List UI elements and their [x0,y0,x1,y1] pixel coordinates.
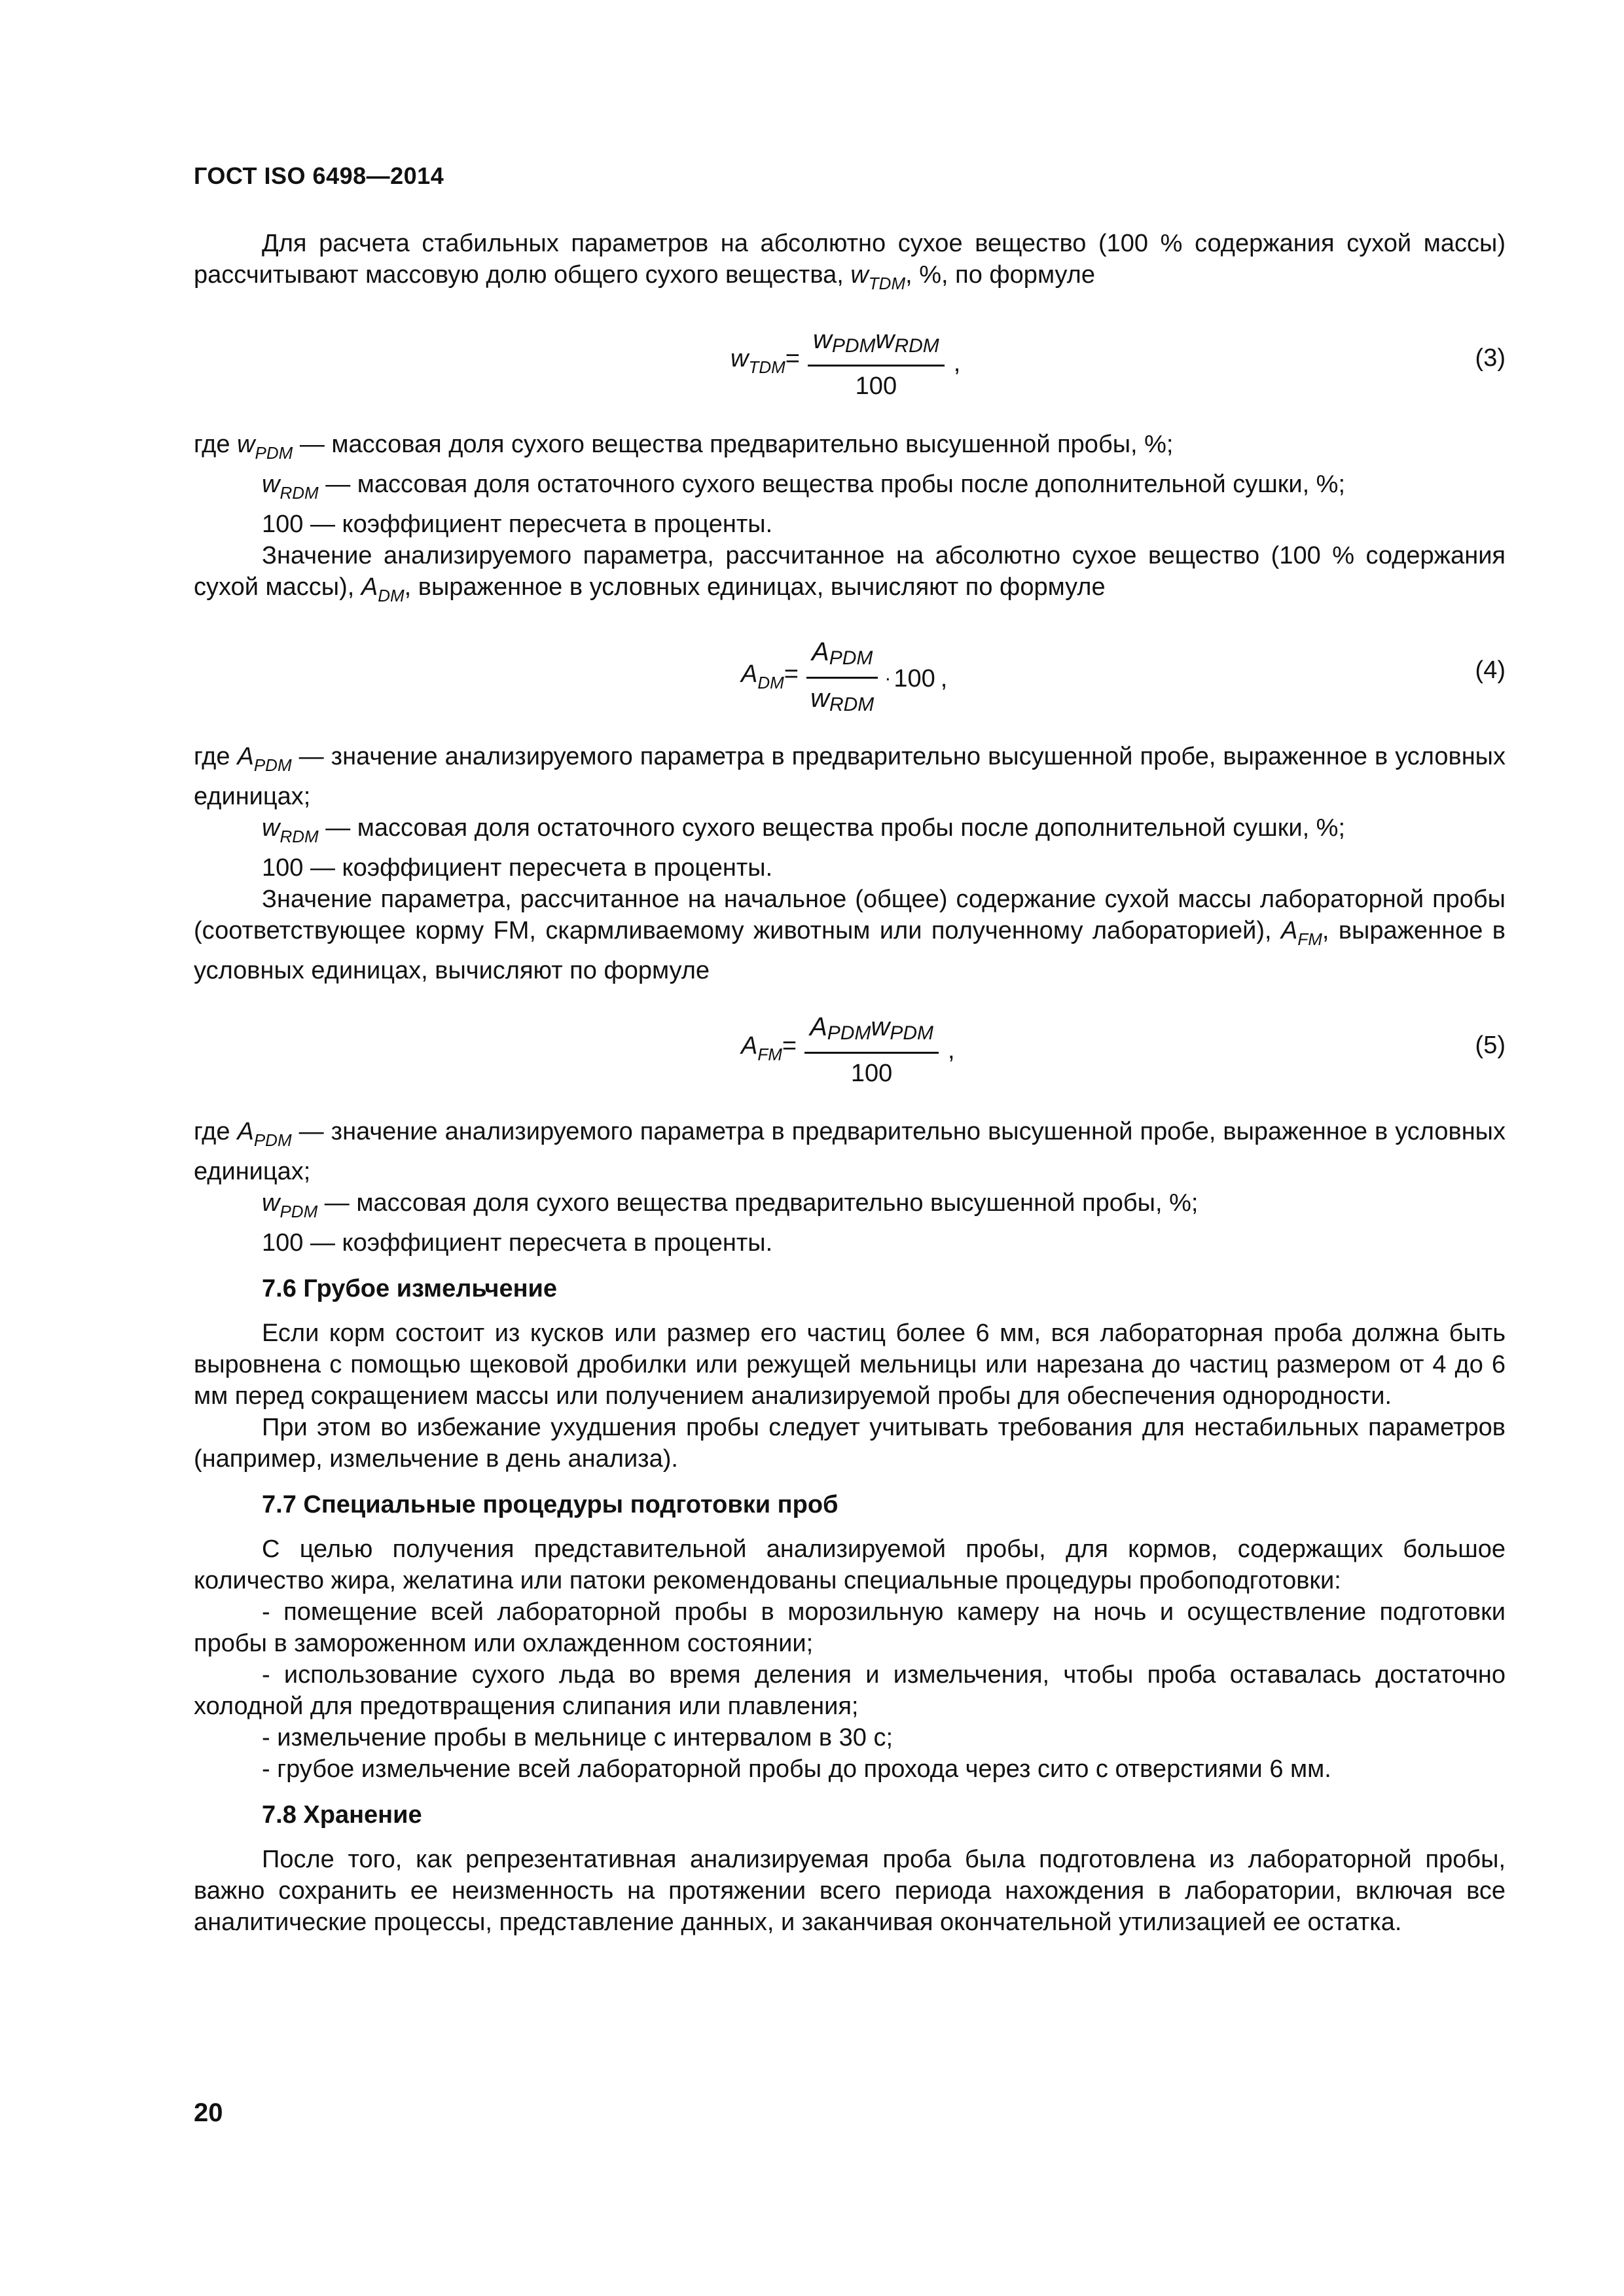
formula-4 [194,630,1506,728]
where-line [262,1187,1506,1227]
formula-5-expression [741,1011,955,1089]
var-symbol: w [262,814,280,842]
fraction-numerator [804,1011,939,1052]
paragraph-tail: , выраженное в условных единицах, вычисляют по формуле [194,917,1506,984]
formula-4-lhs: $A_{DM}=$ [741,660,799,692]
where-text: — значение анализируемого параметра в предварительно высушенной пробе, выраженное в условных единицах; [194,1118,1506,1185]
where-text: 100 — коэффициент пересчета в проценты. [262,1229,773,1257]
where-block-4 [194,741,1506,884]
var-subscript: RDM [829,694,875,715]
var-subscript: DM [378,586,405,605]
fraction-numerator [806,636,878,677]
where-line [262,509,1506,540]
paragraph-text: Значение параметра, рассчитанное на начальное (общее) содержание сухой массы лабораторной пробы (соответствующее корму FM, скармливаемому животным или полученному лабораторией), [194,886,1506,944]
paragraph-text: Для расчета стабильных параметров на абсолютно сухое вещество (100 % содержания сухой массы) рассчитывают массовую долю общего сухого вещества, [194,230,1506,289]
where-block-3 [194,429,1506,540]
list-item: - помещение всей лабораторной пробы в морозильную камеру на ночь и осуществление подготовки пробы в замороженном или охлажденном состоянии; [194,1598,1506,1657]
section-heading-7-7: 7.7 Специальные процедуры подготовки проб [262,1491,839,1518]
where-prefix: где [194,1118,238,1145]
var-subscript: PDM [280,1202,318,1221]
where-text: — значение анализируемого параметра в предварительно высушенной пробе, выраженное в условных единицах; [194,743,1506,810]
var-symbol: A [361,573,378,601]
where-text: — массовая доля остаточного сухого вещества пробы после дополнительной сушки, %; [318,814,1346,842]
paragraph-dm [194,540,1506,611]
list-item: - измельчение пробы в мельнице с интервалом в 30 с; [262,1724,893,1751]
formula-5-number: (5) [1475,1031,1506,1059]
fraction-denominator: 100 [850,1060,893,1087]
var-subscript: RDM [280,827,319,846]
var-subscript: PDM [253,1130,292,1150]
fraction-numerator [808,324,945,365]
where-line [194,741,1506,812]
formula-3-lhs: $w_{TDM}=$ [731,345,800,377]
formula-5-lhs: $A_{FM}=$ [741,1032,797,1064]
formula-tail: , [948,1036,955,1064]
paragraph-text: Значение анализируемого параметра, рассчитанное на абсолютно сухое вещество (100 % содержания сухой массы), [194,542,1506,601]
section-heading-7-8: 7.8 Хранение [262,1801,422,1829]
where-line [262,812,1506,852]
var-subscript: PDM [253,755,292,775]
var-subscript: PDM [255,443,293,463]
where-text: — массовая доля остаточного сухого вещества пробы после дополнительной сушки, %; [318,471,1346,498]
var-subscript: RDM [894,335,939,357]
list-item: - грубое измельчение всей лабораторной пробы до прохода через сито с отверстиями 6 мм. [262,1755,1331,1783]
formula-factor: 100 [893,664,935,692]
formula-tail: , [953,349,961,377]
paragraph-tail: , выраженное в условных единицах, вычисляют по формуле [404,573,1106,601]
section-7-7-intro: С целью получения представительной анализируемой пробы, для кормов, содержащих большое количество жира, желатина или патоки рекомендованы специальные процедуры пробоподготовки: [194,1535,1506,1594]
var-symbol: w [850,261,869,289]
var-subscript: FM [1297,929,1322,949]
formula-4-expression [741,636,947,721]
section-7-8-paragraph: После того, как репрезентативная анализируемая проба была подготовлена из лабораторной пробы, важно сохранить ее неизменность на протяжении всего периода нахождения в лаборатории, включая все аналитические процессы, представление данных, и заканчивая окончательной утилизацией ее остатка. [194,1846,1506,1936]
var-symbol: A [237,743,254,770]
formula-5 [194,1005,1506,1103]
formula-3-number: (3) [1475,344,1506,372]
var-symbol: w [875,325,895,354]
var-symbol: w [810,684,829,713]
var-symbol: A [812,637,829,666]
where-text: — массовая доля сухого вещества предварительно высушенной пробы, %; [317,1189,1199,1217]
var-symbol: A [237,1118,254,1145]
var-symbol: A [741,660,758,688]
var-symbol: w [262,1189,280,1217]
where-text: — массовая доля сухого вещества предварительно высушенной пробы, %; [293,431,1174,458]
formula-4-number: (4) [1475,656,1506,684]
var-symbol: w [731,345,749,372]
paragraph-intro [194,228,1506,299]
formula-4-fraction [806,636,878,721]
formula-3-fraction [808,324,945,402]
standard-header: ГОСТ ISO 6498—2014 [194,162,444,189]
section-heading-7-6: 7.6 Грубое измельчение [262,1275,558,1302]
var-subscript: PDM [827,1022,871,1044]
section-7-6-paragraph: Если корм состоит из кусков или размер его частиц более 6 мм, вся лабораторная проба должна быть выровнена с помощью щековой дробилки или режущей мельницы или нарезана до частиц размером от 4 до 6 мм перед сокращением массы или получением анализируемой пробы для обеспечения однородности. [194,1319,1506,1410]
fraction-denominator: 100 [855,372,897,400]
fraction-denominator [810,679,874,721]
where-text: 100 — коэффициент пересчета в проценты. [262,854,773,882]
formula-3-expression [731,324,960,402]
section-7-6-paragraph: При этом во избежание ухудшения пробы следует учитывать требования для нестабильных параметров (например, измельчение в день анализа). [194,1414,1506,1473]
where-text: 100 — коэффициент пересчета в проценты. [262,511,773,538]
var-symbol: A [1280,917,1298,944]
var-symbol: w [262,471,280,498]
where-prefix: где [194,431,238,458]
var-symbol: A [810,1013,827,1041]
var-subscript: PDM [829,647,873,669]
where-block-5 [194,1116,1506,1259]
var-subscript: PDM [890,1022,934,1044]
list-item: - использование сухого льда во время деления и измельчения, чтобы проба оставалась достаточно холодной для предотвращения слипания или плавления; [194,1661,1506,1720]
var-subscript: TDM [868,274,906,293]
var-symbol: w [237,431,255,458]
where-line [262,1227,1506,1259]
var-symbol: A [741,1032,758,1060]
where-line [262,852,1506,884]
formula-5-fraction [804,1011,939,1089]
where-prefix: где [194,743,238,770]
var-subscript: DM [757,673,784,692]
var-symbol: w [871,1013,890,1041]
var-subscript: TDM [748,357,785,377]
var-subscript: FM [757,1045,782,1064]
paragraph-fm [194,884,1506,986]
paragraph-tail: , %, по формуле [905,261,1095,289]
page-number: 20 [194,2098,223,2127]
where-line [194,1116,1506,1187]
multiply-dot: · [884,667,892,689]
where-line [194,429,1506,469]
formula-3 [194,317,1506,416]
where-line [262,469,1506,509]
var-subscript: PDM [831,335,876,357]
formula-tail: , [940,664,948,692]
var-subscript: RDM [280,483,319,503]
var-symbol: w [812,325,832,354]
page-content [194,228,1506,1938]
